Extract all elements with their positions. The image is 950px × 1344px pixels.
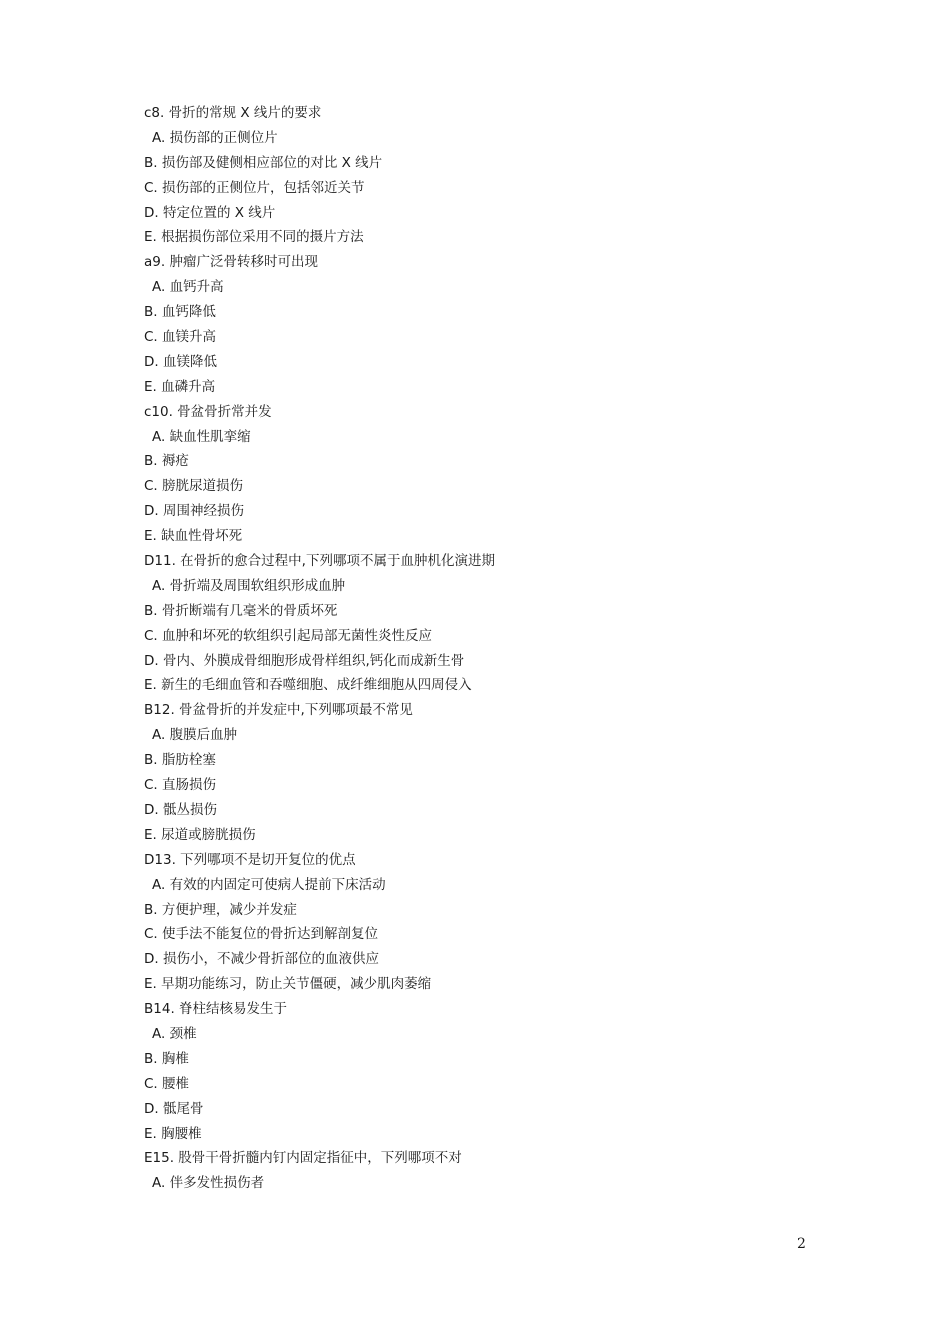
option-text: C. 使手法不能复位的骨折达到解剖复位 xyxy=(144,926,379,943)
option-text: C. 血镁升高 xyxy=(144,329,217,346)
option-text: A. 缺血性肌挛缩 xyxy=(152,428,251,445)
option-text: B. 方便护理，减少并发症 xyxy=(144,901,297,918)
option-text: D. 骶尾骨 xyxy=(144,1100,204,1117)
option-text: D. 损伤小，不减少骨折部位的血液供应 xyxy=(144,951,379,968)
option-text: B. 褥疮 xyxy=(144,453,189,470)
option-text: D. 骨内、外膜成骨细胞形成骨样组织,钙化而成新生骨 xyxy=(144,652,465,669)
page-number: 2 xyxy=(797,1236,806,1252)
option-text: C. 膀胱尿道损伤 xyxy=(144,478,244,495)
option-text: A. 骨折端及周围软组织形成血肿 xyxy=(152,577,346,594)
question-title: E15. 股骨干骨折髓内钉内固定指征中，下列哪项不对 xyxy=(144,1150,462,1167)
option-text: A. 血钙升高 xyxy=(152,279,224,296)
option-text: B. 骨折断端有几毫米的骨质坏死 xyxy=(144,602,338,619)
option-text: D. 骶丛损伤 xyxy=(144,801,217,818)
option-text: D. 周围神经损伤 xyxy=(144,503,244,520)
option-text: A. 腹膜后血肿 xyxy=(152,727,238,744)
option-text: A. 颈椎 xyxy=(152,1025,197,1042)
question-title: D11. 在骨折的愈合过程中,下列哪项不属于血肿机化演进期 xyxy=(144,553,495,570)
option-text: C. 损伤部的正侧位片，包括邻近关节 xyxy=(144,179,365,196)
option-text: C. 血肿和坏死的软组织引起局部无菌性炎性反应 xyxy=(144,627,433,644)
option-text: B. 血钙降低 xyxy=(144,304,216,321)
question-title: B12. 骨盆骨折的并发症中,下列哪项最不常见 xyxy=(144,702,413,719)
option-text: D. 特定位置的 X 线片 xyxy=(144,204,276,221)
option-text: E. 根据损伤部位采用不同的摄片方法 xyxy=(144,229,364,246)
option-text: A. 伴多发性损伤者 xyxy=(152,1175,265,1192)
option-text: B. 胸椎 xyxy=(144,1050,189,1067)
question-title: c10. 骨盆骨折常并发 xyxy=(144,403,272,420)
question-list xyxy=(144,101,844,1196)
option-text: C. 腰椎 xyxy=(144,1075,190,1092)
question-title: c8. 骨折的常规 X 线片的要求 xyxy=(144,105,322,121)
question-title: B14. 脊柱结核易发生于 xyxy=(144,1001,288,1018)
option-text: E. 胸腰椎 xyxy=(144,1125,202,1142)
option-text: B. 损伤部及健侧相应部位的对比 X 线片 xyxy=(144,154,383,171)
option-text: D. 血镁降低 xyxy=(144,353,217,370)
option-text: B. 脂肪栓塞 xyxy=(144,752,216,769)
option-text: E. 缺血性骨坏死 xyxy=(144,528,243,545)
option-text: A. 损伤部的正侧位片 xyxy=(152,129,278,146)
option-text: E. 血磷升高 xyxy=(144,378,216,395)
option-text: E. 新生的毛细血管和吞噬细胞、成纤维细胞从四周侵入 xyxy=(144,677,472,694)
question-title: D13. 下列哪项不是切开复位的优点 xyxy=(144,851,356,868)
question-title: a9. 肿瘤广泛骨转移时可出现 xyxy=(144,254,318,271)
option-text: E. 尿道或膀胱损伤 xyxy=(144,826,256,843)
option-text: E. 早期功能练习，防止关节僵硬，减少肌肉萎缩 xyxy=(144,976,432,993)
option-text: C. 直肠损伤 xyxy=(144,777,217,794)
option-text: A. 有效的内固定可使病人提前下床活动 xyxy=(152,876,386,893)
